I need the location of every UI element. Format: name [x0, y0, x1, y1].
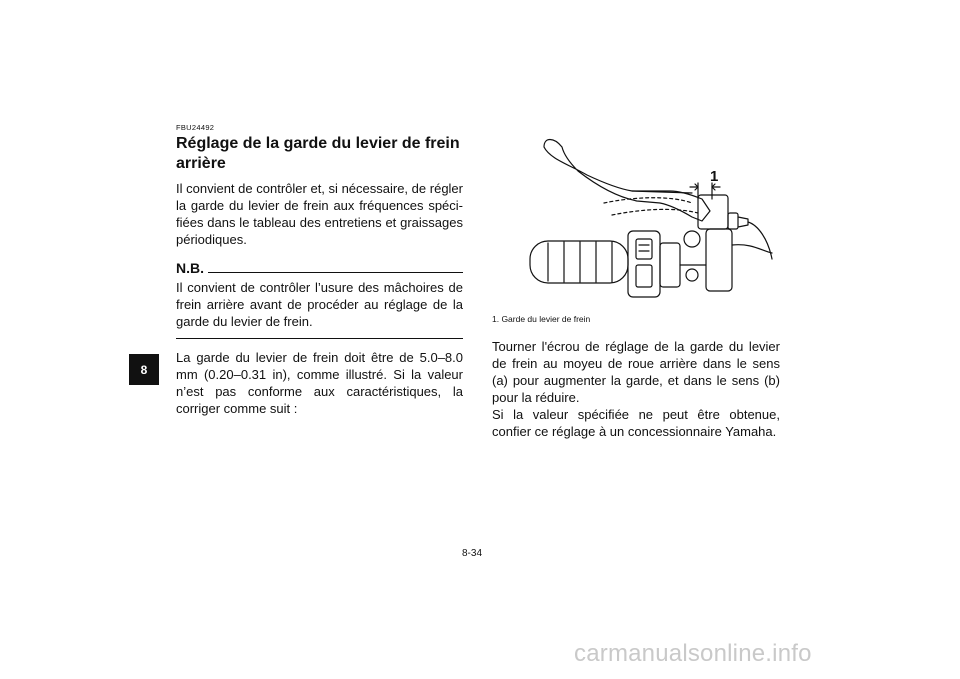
left-column [176, 123, 463, 417]
right-column [492, 125, 780, 440]
note-rule [208, 272, 463, 273]
adjust-paragraph: Tourner l'écrou de réglage de la garde du levier de frein au moyeu de roue arrière dans le sens (a) pour augmenter la garde, et dans le sens (b) pour la réduire. [492, 339, 780, 405]
page-number: 8-34 [462, 548, 483, 559]
intro-paragraph: Il convient de contrôler et, si nécessaire, de régler la garde du levier de frein aux fréquences spéci-fiées dans le tableau des entretiens et graissages périodiques. [176, 181, 463, 247]
chapter-tab: 8 [129, 354, 159, 385]
spec-paragraph: La garde du levier de frein doit être de 5.0–8.0 mm (0.20–0.31 in), comme illustré. Si la valeur n’est pas conforme aux caractéristiques, la corriger comme suit : [176, 350, 463, 416]
section-code: FBU24492 [176, 123, 215, 132]
note-text: Il convient de contrôler l’usure des mâchoires de frein arrière avant de procéder au réglage de la garde du levier de frein. [176, 280, 463, 329]
figure-callout-1: 1 [710, 168, 719, 185]
note-header [176, 260, 463, 276]
note-label: N.B. [176, 260, 204, 276]
figure-caption: 1. Garde du levier de frein [492, 314, 591, 324]
brake-lever-illustration [492, 125, 780, 300]
note-end-rule [176, 338, 463, 339]
section-title: Réglage de la garde du levier de frein arrière [176, 135, 460, 172]
dealer-paragraph: Si la valeur spécifiée ne peut être obtenue, confier ce réglage à un concessionnaire Yamaha. [492, 407, 780, 439]
watermark-text: carmanualsonline.info [574, 640, 812, 667]
